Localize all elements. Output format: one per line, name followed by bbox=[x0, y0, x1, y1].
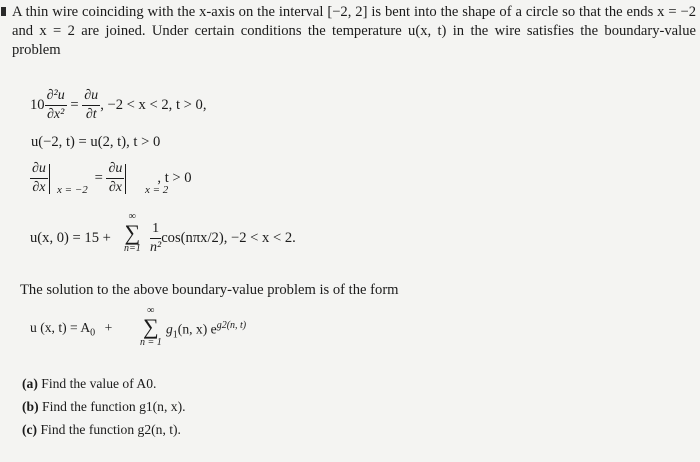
pde-rhs-denominator: ∂t bbox=[85, 107, 97, 122]
solution-plus: + bbox=[104, 320, 113, 335]
pde-lhs-denominator: ∂x² bbox=[46, 107, 65, 122]
part-c bbox=[22, 422, 181, 438]
bullet-marker bbox=[1, 7, 6, 16]
initial-condition-rhs bbox=[150, 222, 296, 255]
pde-lhs-fraction bbox=[45, 89, 67, 122]
initial-sum-symbol: ∑ bbox=[124, 220, 141, 245]
pde-equals: = bbox=[70, 96, 79, 113]
part-b-text: Find the function g1(n, x). bbox=[42, 399, 186, 414]
solution-intro: The solution to the above boundary-value problem is of the form bbox=[20, 282, 399, 298]
solution-sum bbox=[140, 306, 162, 348]
initial-condition-lhs: u(x, 0) = 15 + bbox=[30, 230, 111, 246]
boundary-condition-1: u(−2, t) = u(2, t), t > 0 bbox=[31, 134, 161, 150]
part-a-label: (a) bbox=[22, 376, 38, 391]
solution-term: g bbox=[166, 321, 173, 337]
bc2-conditions: , t > 0 bbox=[157, 169, 192, 186]
pde-lhs-numerator: ∂²u bbox=[45, 89, 67, 106]
initial-fraction-denominator: n² bbox=[150, 240, 162, 255]
solution-term-args: (n, x) e bbox=[177, 321, 217, 337]
solution-form-term bbox=[166, 320, 246, 340]
part-c-text: Find the function g2(n, t). bbox=[40, 422, 181, 437]
solution-sum-upper: ∞ bbox=[147, 305, 155, 316]
bc2-right-eval-bar bbox=[125, 164, 126, 194]
part-a bbox=[22, 376, 156, 392]
bc2-left-denominator: ∂x bbox=[32, 180, 46, 195]
pde-conditions: , −2 < x < 2, t > 0, bbox=[100, 96, 207, 113]
initial-sum-lower: n=1 bbox=[124, 243, 141, 254]
part-a-text: Find the value of A0. bbox=[41, 376, 157, 391]
solution-exponent: g2(n, t) bbox=[216, 320, 247, 331]
pde-coefficient: 10 bbox=[30, 96, 45, 113]
bc2-right-fraction bbox=[106, 162, 124, 195]
bc2-left-eval-point: x = −2 bbox=[57, 184, 88, 196]
part-c-label: (c) bbox=[22, 422, 38, 437]
solution-lhs-subscript: 0 bbox=[90, 327, 96, 339]
pde-rhs-numerator: ∂u bbox=[82, 89, 100, 106]
initial-condition-rest: cos(nπx/2), −2 < x < 2. bbox=[161, 229, 296, 246]
initial-sum-upper: ∞ bbox=[128, 211, 136, 222]
initial-fraction-numerator: 1 bbox=[150, 222, 161, 239]
bc2-equals: = bbox=[94, 169, 103, 186]
bc2-right-numerator: ∂u bbox=[106, 162, 124, 179]
part-b-label: (b) bbox=[22, 399, 39, 414]
bc2-left-eval-bar bbox=[49, 164, 50, 194]
bc2-left-numerator: ∂u bbox=[30, 162, 48, 179]
bc2-right-eval-point: x = 2 bbox=[145, 184, 169, 196]
problem-intro: A thin wire coinciding with the x-axis on the interval [−2, 2] is bent into the shape of a circle so that the ends x = −2 and x = 2 are joined. Under certain conditions the temperature u(x, t) in the wire satisfies the boundary-value problem bbox=[12, 4, 696, 58]
solution-sum-lower: n = 1 bbox=[140, 337, 162, 348]
solution-lhs: u (x, t) = A bbox=[30, 320, 91, 335]
initial-fraction bbox=[150, 222, 161, 255]
part-b bbox=[22, 399, 186, 415]
bc2-left-fraction bbox=[30, 162, 48, 195]
solution-term-subscript: 1 bbox=[172, 329, 178, 341]
solution-sum-symbol: ∑ bbox=[143, 314, 159, 339]
solution-form-lhs bbox=[30, 320, 112, 339]
initial-condition-sum bbox=[124, 212, 141, 254]
pde-equation bbox=[30, 89, 206, 122]
bc2-right-denominator: ∂x bbox=[108, 180, 122, 195]
pde-rhs-fraction bbox=[82, 89, 100, 122]
